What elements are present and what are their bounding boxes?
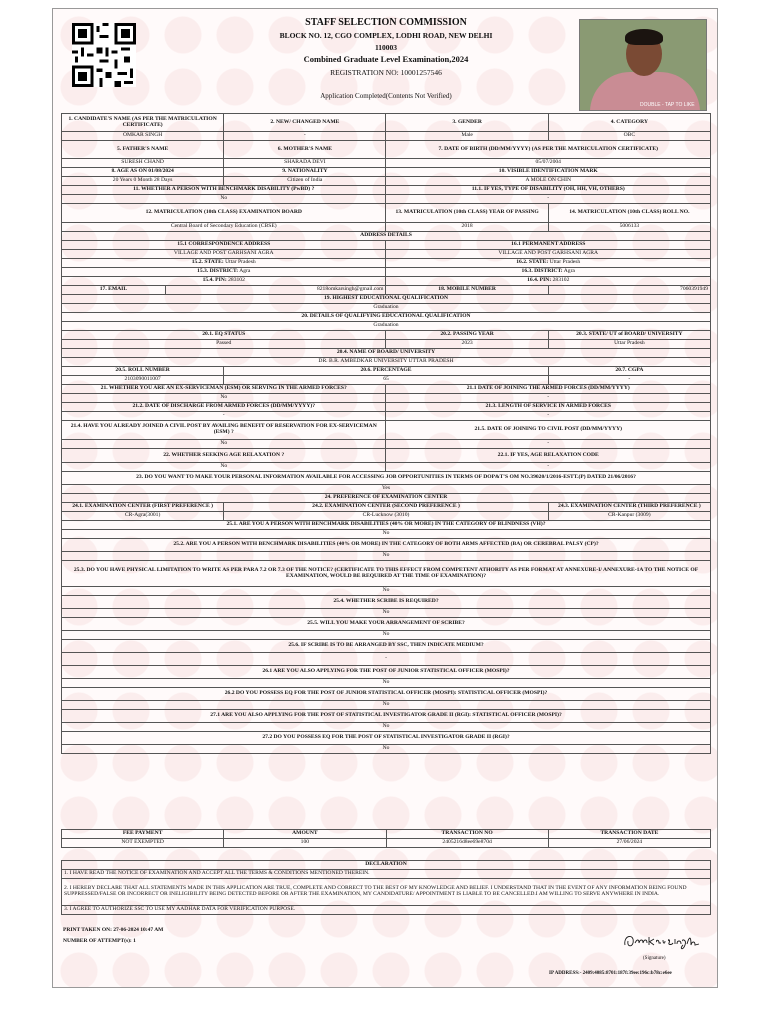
value-discharge-date: - <box>62 412 386 421</box>
value-highest-qualification: Graduation <box>62 304 711 313</box>
value-fee-payment: NOT EXEMPTED <box>62 839 224 848</box>
value-cgpa: - <box>548 376 710 385</box>
org-pincode: 110003 <box>374 43 398 52</box>
label-matric-roll: 14. MATRICULATION (10th CLASS) ROLL NO. <box>548 204 710 223</box>
row-permanent-district: 16.3. DISTRICT: Agra <box>386 268 711 277</box>
declaration-heading: DECLARATION <box>62 861 711 870</box>
label-highest-qualification: 19. HIGHEST EDUCATIONAL QUALIFICATION <box>62 295 711 304</box>
label-transaction-no: TRANSACTION NO <box>386 830 548 839</box>
label-passing-year: 20.2. PASSING YEAR <box>386 331 548 340</box>
label-center-preference: 24. PREFERENCE OF EXAMINATION CENTER <box>62 494 711 503</box>
value-correspondence-address: VILLAGE AND POST GARHSANI AGRA <box>62 250 386 259</box>
label-q25-4: 25.4. WHETHER SCRIBE IS REQUIRED? <box>62 596 711 609</box>
value-civil-doj: - <box>386 440 711 449</box>
label-candidate-name: 1. CANDIDATE'S NAME (AS PER THE MATRICULATION CERTIFICATE) <box>62 114 224 132</box>
value-eq-roll: 2103090011007 <box>62 376 224 385</box>
address-details-heading: ADDRESS DETAILS <box>62 232 711 241</box>
label-q26-2: 26.2 DO YOU POSSESS EQ FOR THE POST OF JUNIOR STATISTICAL OFFICER (MOSPI): STATISTICAL OFFICER (MOSPI)? <box>62 688 711 701</box>
label-dob: 7. DATE OF BIRTH (DD/MM/YYYY) (AS PER THE MATRICULATION CERTIFICATE) <box>386 141 711 159</box>
label-matric-board: 12. MATRICULATION (10th CLASS) EXAMINATION BOARD <box>62 204 386 223</box>
value-share-info: Yes <box>62 485 711 494</box>
row-correspondence-pin: 15.4. PIN: 283102 <box>62 277 386 286</box>
label-q25-6: 25.6. IF SCRIBE IS TO BE ARRANGED BY SSC, THEN INDICATE MEDIUM? <box>62 640 711 653</box>
value-matric-board: Central Board of Secondary Education (CBSE) <box>62 223 386 232</box>
value-q26-1: No <box>62 679 711 688</box>
row-correspondence-district: 15.3. DISTRICT: Agra <box>62 268 386 277</box>
label-fee-payment: FEE PAYMENT <box>62 830 224 839</box>
label-civil-doj: 21.5. DATE OF JOINING TO CIVIL POST (DD/MM/YYYY) <box>386 421 711 440</box>
row-correspondence-state: 15.2. STATE: Uttar Pradesh <box>62 259 386 268</box>
value-age-relaxation: No <box>62 463 386 472</box>
value-id-mark: A MOLE ON CHIN <box>386 177 711 186</box>
label-q27-2: 27.2 DO YOU POSSESS EQ FOR THE POST OF STATISTICAL INVESTIGATOR GRADE II (RGI)? <box>62 732 711 745</box>
label-q26-1: 26.1 ARE YOU ALSO APPLYING FOR THE POST OF JUNIOR STATISTICAL OFFICER (MOSPI)? <box>62 666 711 679</box>
label-disability-type: 11.1. IF YES, TYPE OF DISABILITY (OH, HH, VH, OTHERS) <box>386 186 711 195</box>
value-gender: Male <box>386 132 548 141</box>
application-status: Application Completed(Contents Not Verified) <box>320 92 452 100</box>
value-dob: 05/07/2004 <box>386 159 711 168</box>
value-q27-1: No <box>62 723 711 732</box>
value-disability-type: - <box>386 195 711 204</box>
label-share-info: 23. DO YOU WANT TO MAKE YOUR PERSONAL INFORMATION AVAILABLE FOR ACCESSING JOB OPPORTUNITIES IN TERMS OF DOP&T'S OM NO.39020/1/2016-ESTT.(P) DATED 21/06/2016? <box>62 472 711 485</box>
label-changed-name: 2. NEW/ CHANGED NAME <box>224 114 386 132</box>
label-father-name: 5. FATHER'S NAME <box>62 141 224 159</box>
declaration-item-2: 2. I HEREBY DECLARE THAT ALL STATEMENTS MADE IN THIS APPLICATION ARE TRUE, COMPLETE AND CORRECT TO THE BEST OF MY KNOWLEDGE AND BELIEF. I UNDERSTAND THAT IN THE EVENT OF ANY INFORMATION BEING FOUND SUPPRESSED/FALSE OR INCORRECT OR INELIGIBILITY BEING DETECTED BEFORE OR AFTER THE EXAMINATION, MY CANDIDATURE/ APPOINTMENT IS LIABLE TO BE CANCELLED.I AM WILLING TO SERVE ANYWHERE IN INDIA. <box>62 879 711 906</box>
value-q27-2: No <box>62 745 711 754</box>
row-permanent-pin: 16.4. PIN: 283102 <box>386 277 711 286</box>
value-matric-roll: 5006133 <box>548 223 710 232</box>
value-service-length: - <box>386 412 711 421</box>
label-correspondence-address: 15.1 CORRESPONDENCE ADDRESS <box>62 241 386 250</box>
label-percentage: 20.6. PERCENTAGE <box>224 367 549 376</box>
value-amount: 100 <box>224 839 386 848</box>
label-center-third: 24.3. EXAMINATION CENTER (THIRD PREFERENCE ) <box>548 503 710 512</box>
value-father-name: SURESH CHAND <box>62 159 224 168</box>
value-matric-year: 2018 <box>386 223 548 232</box>
value-q25-4: No <box>62 609 711 618</box>
value-university: DR. B.R. AMBEDKAR UNIVERSITY UTTAR PRADESH <box>62 358 711 367</box>
value-candidate-name: OMKAR SINGH <box>62 132 224 141</box>
value-center-second: CR-Lucknow (3010) <box>224 512 549 521</box>
print-taken: PRINT TAKEN ON: 27-06-2024 10:47 AM <box>63 927 164 933</box>
candidate-signature <box>621 927 701 953</box>
label-q25-3: 25.3. DO YOU HAVE PHYSICAL LIMITATION TO WRITE AS PER PARA 7.2 OR 7.3 OF THE NOTICE? (CERTIFICATE TO THIS EFFECT FROM COMPETENT ATHORITY AS PER FORMAT AT ANNEXURE-I/ ANNEXURE-1A TO THE NOTICE OF EXAMINATION, WOULD BE REQUIRED AT THE TIME OF EXAMINATION)? <box>62 561 711 587</box>
value-q25-2: No <box>62 552 711 561</box>
label-category: 4. CATEGORY <box>548 114 710 132</box>
value-q25-6: - <box>62 653 711 666</box>
label-civil-post: 21.4. HAVE YOU ALREADY JOINED A CIVIL POST BY AVAILING BENEFIT OF RESERVATION FOR EX-SERVICEMAN (ESM) ? <box>62 421 386 440</box>
label-mobile: 18. MOBILE NUMBER <box>386 286 548 295</box>
label-matric-year: 13. MATRICULATION (10th CLASS) YEAR OF PASSING <box>386 204 548 223</box>
label-eq-roll: 20.5. ROLL NUMBER <box>62 367 224 376</box>
label-q25-2: 25.2. ARE YOU A PERSON WITH BENCHMARK DISABILITIES (40% OR MORE) IN THE CATEGORY OF BOTH ARMS AFFECTED (BA) OR CEREBRAL PALSY (CP)? <box>62 539 711 552</box>
label-transaction-date: TRANSACTION DATE <box>548 830 710 839</box>
label-q25-1: 25.1. ARE YOU A PERSON WITH BENCHMARK DISABILITIES (40% OR MORE) IN THE CATEGORY OF BLINDNESS (VH)? <box>62 521 711 530</box>
value-civil-post: No <box>62 440 386 449</box>
label-age: 8. AGE AS ON 01/08/2024 <box>62 168 224 177</box>
label-permanent-address: 16.1 PERMANENT ADDRESS <box>386 241 711 250</box>
label-cgpa: 20.7. CGPA <box>548 367 710 376</box>
label-ex-serviceman: 21. WHETHER YOU ARE AN EX-SERVICEMAN (ESM) OR SERVING IN THE ARMED FORCES? <box>62 385 386 394</box>
label-q25-5: 25.5. WILL YOU MAKE YOUR ARRANGEMENT OF SCRIBE? <box>62 618 711 631</box>
label-email: 17. EMAIL <box>62 286 166 295</box>
label-mother-name: 6. MOTHER'S NAME <box>224 141 386 159</box>
value-eq-state: Uttar Pradesh <box>548 340 710 349</box>
value-email: 8218omkarsingh@gmail.com <box>165 286 386 295</box>
value-center-first: CR-Agra(3001) <box>62 512 224 521</box>
value-category: OBC <box>548 132 710 141</box>
value-transaction-date: 27/06/2024 <box>548 839 710 848</box>
row-permanent-state: 16.2. STATE: Uttar Pradesh <box>386 259 711 268</box>
value-q25-1: No <box>62 530 711 539</box>
label-armed-doj: 21.1 DATE OF JOINING THE ARMED FORCES (DD/MM/YYYY) <box>386 385 711 394</box>
value-transaction-no: 2405216d8ee69e870d <box>386 839 548 848</box>
registration-number: REGISTRATION NO: 10001257546 <box>330 68 442 77</box>
value-ex-serviceman: No <box>62 394 386 403</box>
label-relaxation-code: 22.1. IF YES, AGE RELAXATION CODE <box>386 449 711 463</box>
label-center-second: 24.2. EXAMINATION CENTER (SECOND PREFERENCE ) <box>224 503 549 512</box>
value-changed-name: - <box>224 132 386 141</box>
value-pwbd: No <box>62 195 386 204</box>
label-q27-1: 27.1 ARE YOU ALSO APPLYING FOR THE POST OF STATISTICAL INVESTIGATOR GRADE II (RGI): STATISTICAL OFFICER (MOSPI)? <box>62 710 711 723</box>
label-eq-state: 20.3. STATE/ UT of BOARD/ UNIVERSITY <box>548 331 710 340</box>
value-center-third: CR-Kanpur (3009) <box>548 512 710 521</box>
ip-address: IP ADDRESS:- 2409:4085:8701:187f:39ee:196c:b78c:e6ee <box>549 971 672 976</box>
label-eq-status: 20.1. EQ STATUS <box>62 331 386 340</box>
value-qualifying-qualification: Graduation <box>62 322 711 331</box>
value-armed-doj: - <box>386 394 711 403</box>
label-discharge-date: 21.2. DATE OF DISCHARGE FROM ARMED FORCES (DD/MM/YYYY)? <box>62 403 386 412</box>
label-id-mark: 10. VISIBLE IDENTIFICATION MARK <box>386 168 711 177</box>
declaration-table <box>61 860 711 915</box>
value-q25-3: No <box>62 587 711 596</box>
attempt-count: NUMBER OF ATTEMPT(s): 1 <box>63 938 136 944</box>
label-age-relaxation: 22. WHETHER SEEKING AGE RELAXATION ? <box>62 449 386 463</box>
value-percentage: 65 <box>224 376 549 385</box>
exam-name: Combined Graduate Level Examination,2024 <box>303 54 469 64</box>
value-relaxation-code: - <box>386 463 711 472</box>
label-service-length: 21.3. LENGTH OF SERVICE IN ARMED FORCES <box>386 403 711 412</box>
application-details-table <box>61 113 711 754</box>
fee-table <box>61 829 711 848</box>
value-permanent-address: VILLAGE AND POST GARHSANI AGRA <box>386 250 711 259</box>
label-university: 20.4. NAME OF BOARD/ UNIVERSITY <box>62 349 711 358</box>
declaration-item-1: 1. I HAVE READ THE NOTICE OF EXAMINATION AND ACCEPT ALL THE TERMS & CONDITIONS MENTIONED THEREIN. <box>62 870 711 879</box>
qr-code <box>67 23 141 87</box>
value-q25-5: No <box>62 631 711 640</box>
candidate-photo <box>579 19 707 111</box>
declaration-item-3: 3. I AGREE TO AUTHORIZE SSC TO USE MY AADHAR DATA FOR VERIFICATION PURPOSE. <box>62 906 711 915</box>
org-address: BLOCK NO. 12, CGO COMPLEX, LODHI ROAD, NEW DELHI <box>279 31 493 40</box>
value-mother-name: SHARADA DEVI <box>224 159 386 168</box>
value-passing-year: 2023 <box>386 340 548 349</box>
value-mobile: 7060391949 <box>548 286 710 295</box>
application-form <box>52 8 718 988</box>
org-name: STAFF SELECTION COMMISSION <box>305 17 467 28</box>
label-nationality: 9. NATIONALITY <box>224 168 386 177</box>
photo-shirt-text: DOUBLE - TAP TO LIKE <box>640 102 695 108</box>
value-nationality: Citizen of India <box>224 177 386 186</box>
label-qualifying-qualification: 20. DETAILS OF QUALIFYING EDUCATIONAL QUALIFICATION <box>62 313 711 322</box>
signature-caption: (Signature) <box>643 956 666 961</box>
label-gender: 3. GENDER <box>386 114 548 132</box>
value-age: 20 Years 0 Month 28 Days <box>62 177 224 186</box>
label-amount: AMOUNT <box>224 830 386 839</box>
value-q26-2: No <box>62 701 711 710</box>
label-center-first: 24.1. EXAMINATION CENTER (FIRST PREFERENCE ) <box>62 503 224 512</box>
label-pwbd: 11. WHETHER A PERSON WITH BENCHMARK DISABILITY (PwBD) ? <box>62 186 386 195</box>
value-eq-status: Passed <box>62 340 386 349</box>
